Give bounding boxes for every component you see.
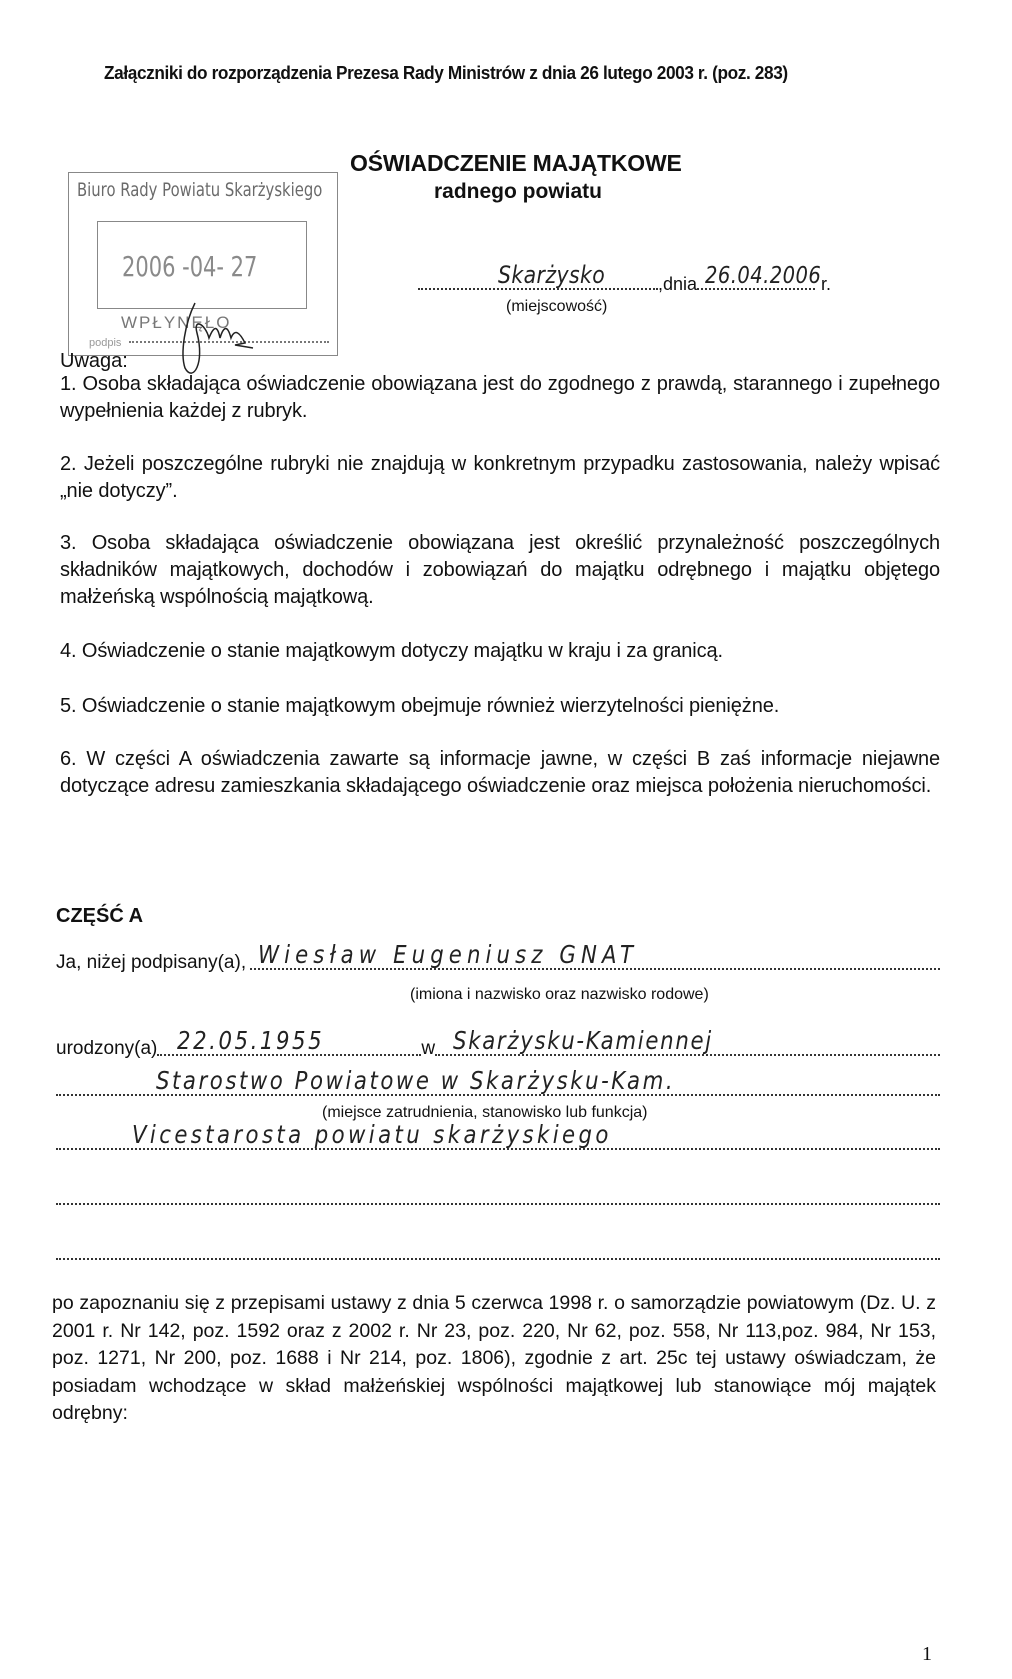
notes-heading: Uwaga:: [60, 350, 128, 372]
page-number: 1: [922, 1643, 932, 1665]
name-label: Ja, niżej podpisany(a),: [56, 952, 247, 973]
birth-row: [56, 1026, 940, 1060]
name-caption: (imiona i nazwisko oraz nazwisko rodowe): [410, 986, 709, 1003]
born-date-field[interactable]: [157, 1026, 421, 1056]
date-suffix: r.: [821, 274, 832, 294]
stamp-organization: Biuro Rady Powiatu Skarżyskiego: [77, 179, 323, 201]
place-field[interactable]: [418, 261, 658, 290]
employment-value-2: Vicestarosta powiatu skarżyskiego: [132, 1120, 612, 1149]
stamp-signature-label: podpis: [89, 337, 122, 349]
born-place-field[interactable]: [435, 1026, 940, 1056]
employment-field-3[interactable]: [56, 1185, 940, 1205]
note-item-1: 1. Osoba składająca oświadczenie obowiązana jest do zgodnego z prawdą, starannego i zupełnego wypełnienia każdej z rubryk.: [60, 373, 940, 422]
date-field[interactable]: [697, 263, 822, 290]
note-item-3: 3. Osoba składająca oświadczenie obowiązana jest określić przynależność poszczególnych składników majątkowych, dochodów i zobowiązań do majątku odrębnego i majątku objętego małżeńską wspólnością majątkową.: [60, 532, 940, 608]
employment-row-4: [56, 1240, 940, 1264]
stamp-received-label: WPŁYNĘŁO: [121, 313, 232, 332]
place-date-line: [418, 261, 832, 295]
employment-caption: (miejsce zatrudnienia, stanowisko lub funkcja): [322, 1104, 648, 1121]
law-statement: po zapoznaniu się z przepisami ustawy z dnia 5 czerwca 1998 r. o samorządzie powiatowym (Dz. U. z 2001 r. Nr 142, poz. 1592 oraz z 2002 r. Nr 23, poz. 220, Nr 62, poz. 558, Nr 113,poz. 984, Nr 153, poz. 1271, Nr 200, poz. 1688 i Nr 214, poz. 1806), zgodnie z art. 25c tej ustawy oświadczam, że posiadam wchodzące w skład małżeńskiej wspólności majątkowej lub stanowiące mój majątek odrębny:: [52, 1292, 936, 1424]
note-item-6: 6. W części A oświadczenia zawarte są informacje jawne, w części B zaś informacje niejawne dotyczące adresu zamieszkania składającego oświadczenie oraz miejsca położenia nieruchomości.: [60, 748, 940, 797]
employment-field-2[interactable]: [56, 1120, 940, 1150]
date-value: 26.04.2006: [705, 263, 822, 289]
employment-field-4[interactable]: [56, 1240, 940, 1260]
note-item-5: 5. Oświadczenie o stanie majątkowym obejmuje również wierzytelności pieniężne.: [60, 695, 780, 717]
employment-row-2: [56, 1120, 940, 1154]
signature-scribble-icon: [165, 293, 275, 383]
regulation-header: Załączniki do rozporządzenia Prezesa Rady Ministrów z dnia 26 lutego 2003 r. (poz. 283): [104, 62, 788, 83]
employment-row-3: [56, 1185, 940, 1209]
place-value: Skarżysko: [498, 261, 606, 289]
born-label: urodzony(a): [56, 1038, 158, 1059]
name-field[interactable]: [250, 940, 940, 970]
document-subtitle: radnego powiatu: [434, 180, 602, 203]
name-row: [56, 940, 940, 974]
part-a-heading: CZĘŚĆ A: [56, 905, 144, 927]
employment-row-1: [56, 1066, 940, 1100]
born-in-label: w: [421, 1038, 436, 1059]
employment-value-1: Starostwo Powiatowe w Skarżysku-Kam.: [156, 1066, 676, 1095]
born-place-value: Skarżysku-Kamiennej: [453, 1026, 714, 1055]
date-prefix: ,dnia: [658, 274, 698, 294]
born-date-value: 22.05.1955: [177, 1026, 325, 1055]
note-item-4: 4. Oświadczenie o stanie majątkowym dotyczy majątku w kraju i za granicą.: [60, 640, 723, 662]
received-stamp: [68, 172, 338, 356]
note-item-2: 2. Jeżeli poszczególne rubryki nie znajdują w konkretnym przypadku zastosowania, należy wpisać „nie dotyczy”.: [60, 453, 940, 502]
place-caption: (miejscowość): [506, 298, 608, 315]
employment-field-1[interactable]: [56, 1066, 940, 1096]
document-title: OŚWIADCZENIE MAJĄTKOWE: [350, 150, 682, 176]
stamp-date: 2006 -04- 27: [122, 250, 258, 283]
name-value: Wiesław Eugeniusz GNAT: [258, 940, 639, 969]
